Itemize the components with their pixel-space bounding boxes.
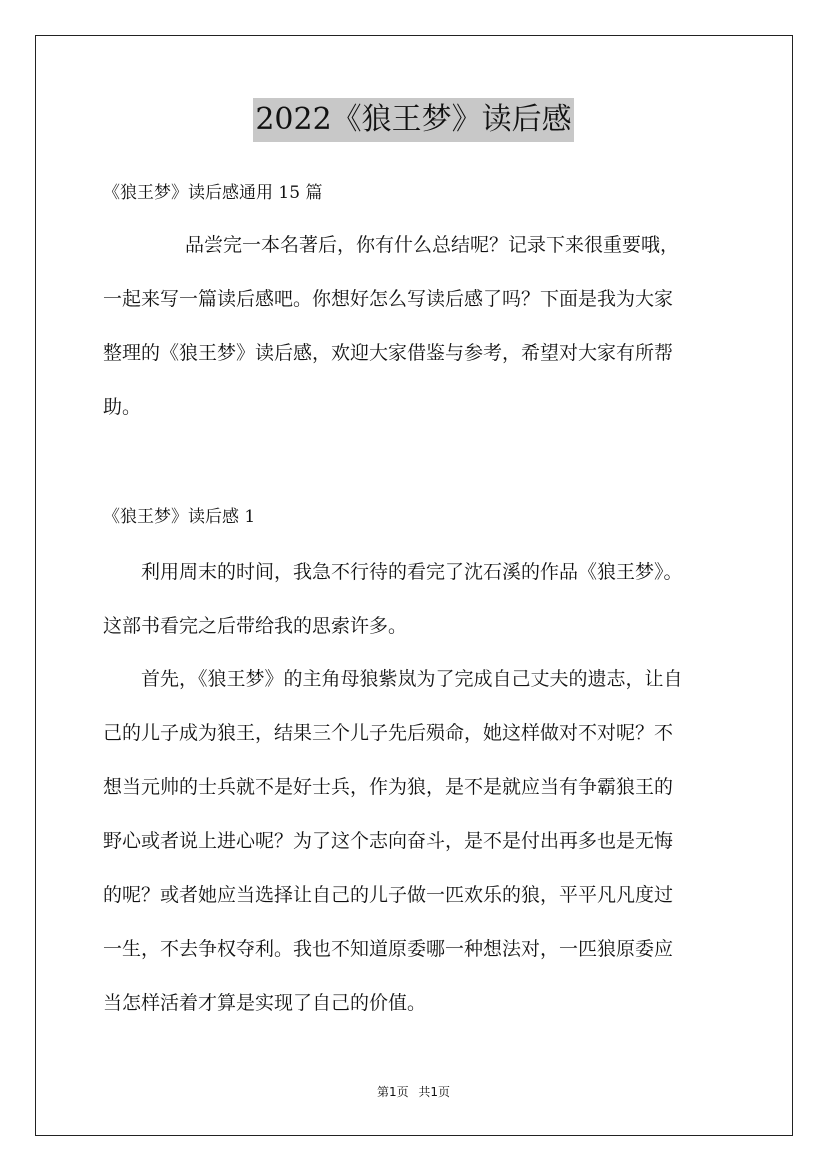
paragraph-line: 当怎样活着才算是实现了自己的价值。 <box>103 992 427 1014</box>
paragraph-line: 利用周末的时间，我急不行待的看完了沈石溪的作品《狼王梦》。 <box>141 561 683 583</box>
paragraph-line: 首先，《狼王梦》的主角母狼紫岚为了完成自己丈夫的遗志，让自 <box>141 668 683 690</box>
body-paragraph-2 <box>103 652 743 1030</box>
intro-line: 品尝完一本名著后，你有什么总结呢？记录下来很重要哦， <box>185 234 680 256</box>
page-footer <box>0 1082 827 1102</box>
intro-line: 助。 <box>103 396 142 418</box>
document-subtitle: 《狼王梦》读后感通用 15 篇 <box>103 183 323 203</box>
paragraph-line: 的呢？或者她应当选择让自己的儿子做一匹欢乐的狼，平平凡凡度过 <box>103 884 674 906</box>
paragraph-line: 想当元帅的士兵就不是好士兵，作为狼，是不是就应当有争霸狼王的 <box>103 776 674 798</box>
document-title-block <box>0 98 827 142</box>
document-title: 2022《狼王梦》读后感 <box>253 98 573 142</box>
paragraph-line: 野心或者说上进心呢？为了这个志向奋斗，是不是付出再多也是无悔 <box>103 830 674 852</box>
paragraph-line: 己的儿子成为狼王，结果三个儿子先后殒命，她这样做对不对呢？不 <box>103 722 674 744</box>
body-paragraph-1 <box>103 545 743 653</box>
page-total: 共1页 <box>418 1085 451 1099</box>
intro-line: 一起来写一篇读后感吧。你想好怎么写读后感了吗？下面是我为大家 <box>103 288 674 310</box>
intro-line: 整理的《狼王梦》读后感，欢迎大家借鉴与参考，希望对大家有所帮 <box>103 342 674 364</box>
page-number: 第1页 <box>376 1085 409 1099</box>
paragraph-line: 这部书看完之后带给我的思索许多。 <box>103 615 408 637</box>
section-heading: 《狼王梦》读后感 1 <box>103 507 256 527</box>
paragraph-line: 一生，不去争权夺利。我也不知道原委哪一种想法对，一匹狼原委应 <box>103 938 674 960</box>
intro-paragraph <box>103 218 743 434</box>
